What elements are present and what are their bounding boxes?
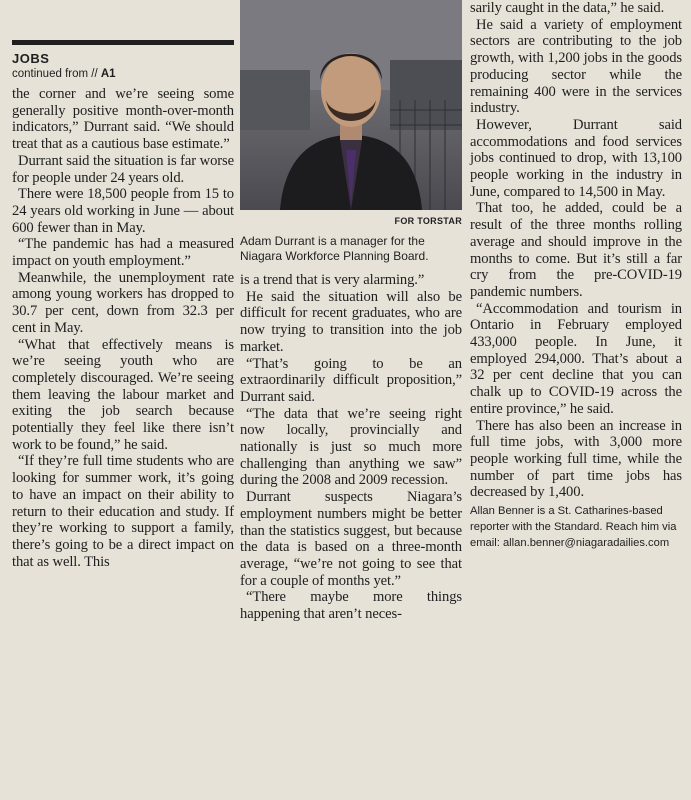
paragraph: That too, he added, could be a result of the three months rolling average and should improve in the months to come. But it’s still a far cry from the pre-COVID-19 pandemic numbers. xyxy=(470,200,682,300)
article-column-3 xyxy=(470,0,682,551)
paragraph: Durrant suspects Niagara’s employment numbers might be better than the statistics suggest, but because the data is based on a three-month average, “we’re not going to see that for a couple of months yet.” xyxy=(240,489,462,589)
paragraph: There were 18,500 people from 15 to 24 years old working in June — about 600 fewer than in May. xyxy=(12,186,234,236)
portrait-photo xyxy=(240,0,462,210)
paragraph: “The pandemic has had a measured impact on youth employment.” xyxy=(12,236,234,270)
portrait-illustration xyxy=(240,0,462,210)
section-rule xyxy=(12,40,234,45)
paragraph: “What that effectively means is we’re seeing youth who are completely discouraged. We’re seeing them leaving the labour market and exiting the job search because potentially they feel like there isn’t work to be found,” he said. xyxy=(12,336,234,453)
author-bio: Allan Benner is a St. Catharines-based reporter with the Standard. Reach him via email: allan.benner@niagaradailies.com xyxy=(470,505,677,550)
article-column-2 xyxy=(240,0,462,623)
article-column-1 xyxy=(12,40,234,570)
paragraph: However, Durrant said accommodations and food services jobs continued to drop, with 13,100 people working in the industry in June, compared to 14,500 in May. xyxy=(470,116,682,200)
paragraph: Durrant said the situation is far worse for people under 24 years old. xyxy=(12,152,234,186)
paragraph: He said a variety of employment sectors are contributing to the job growth, with 1,200 jobs in the goods producing sector while the remaining 400 were in the services industry. xyxy=(470,16,682,117)
paragraph: There has also been an increase in full time jobs, with 3,000 more people working full time, while the number of part time jobs has decreased by 1,400. xyxy=(470,417,682,501)
paragraph: He said the situation will also be difficult for recent graduates, who are now trying to transition into the job market. xyxy=(240,288,462,355)
paragraph: the corner and we’re seeing some generally positive month-over-month indicators,” Durrant said. “We should treat that as a cautious base estimate.” xyxy=(12,86,234,153)
continued-page-ref: A1 xyxy=(100,68,116,80)
paragraph: Meanwhile, the unemployment rate among young workers has dropped to 30.7 per cent, down from 32.3 per cent in May. xyxy=(12,269,234,336)
paragraph: “That’s going to be an extraordinarily difficult proposition,” Durrant said. xyxy=(240,355,462,405)
photo-caption: Adam Durrant is a manager for the Niagara Workforce Planning Board. xyxy=(240,234,429,263)
paragraph: is a trend that is very alarming.” xyxy=(240,272,425,288)
paragraph: “If they’re full time students who are looking for summer work, it’s going to have an impact on their ability to return to their education and study. If they’re working to support a family, there’s going to be a direct impact on that as well. This xyxy=(12,453,234,570)
paragraph: “There maybe more things happening that aren’t neces- xyxy=(240,589,462,623)
paragraph: “The data that we’re seeing right now locally, provincially and nationally is just so much more challenging than anything we saw” during the 2008 and 2009 recession. xyxy=(240,405,462,489)
section-label: JOBS xyxy=(12,51,50,66)
paragraph: “Accommodation and tourism in Ontario in February employed 433,000 people. In June, it employed 294,000. That’s about a 32 per cent decline that you can chalk up to COVID-19 across the entire province,” he said. xyxy=(470,300,682,417)
continued-text: continued from // xyxy=(12,68,98,80)
continued-line xyxy=(12,66,234,82)
photo-credit: FOR TORSTAR xyxy=(394,216,462,226)
paragraph: sarily caught in the data,” he said. xyxy=(470,0,665,16)
